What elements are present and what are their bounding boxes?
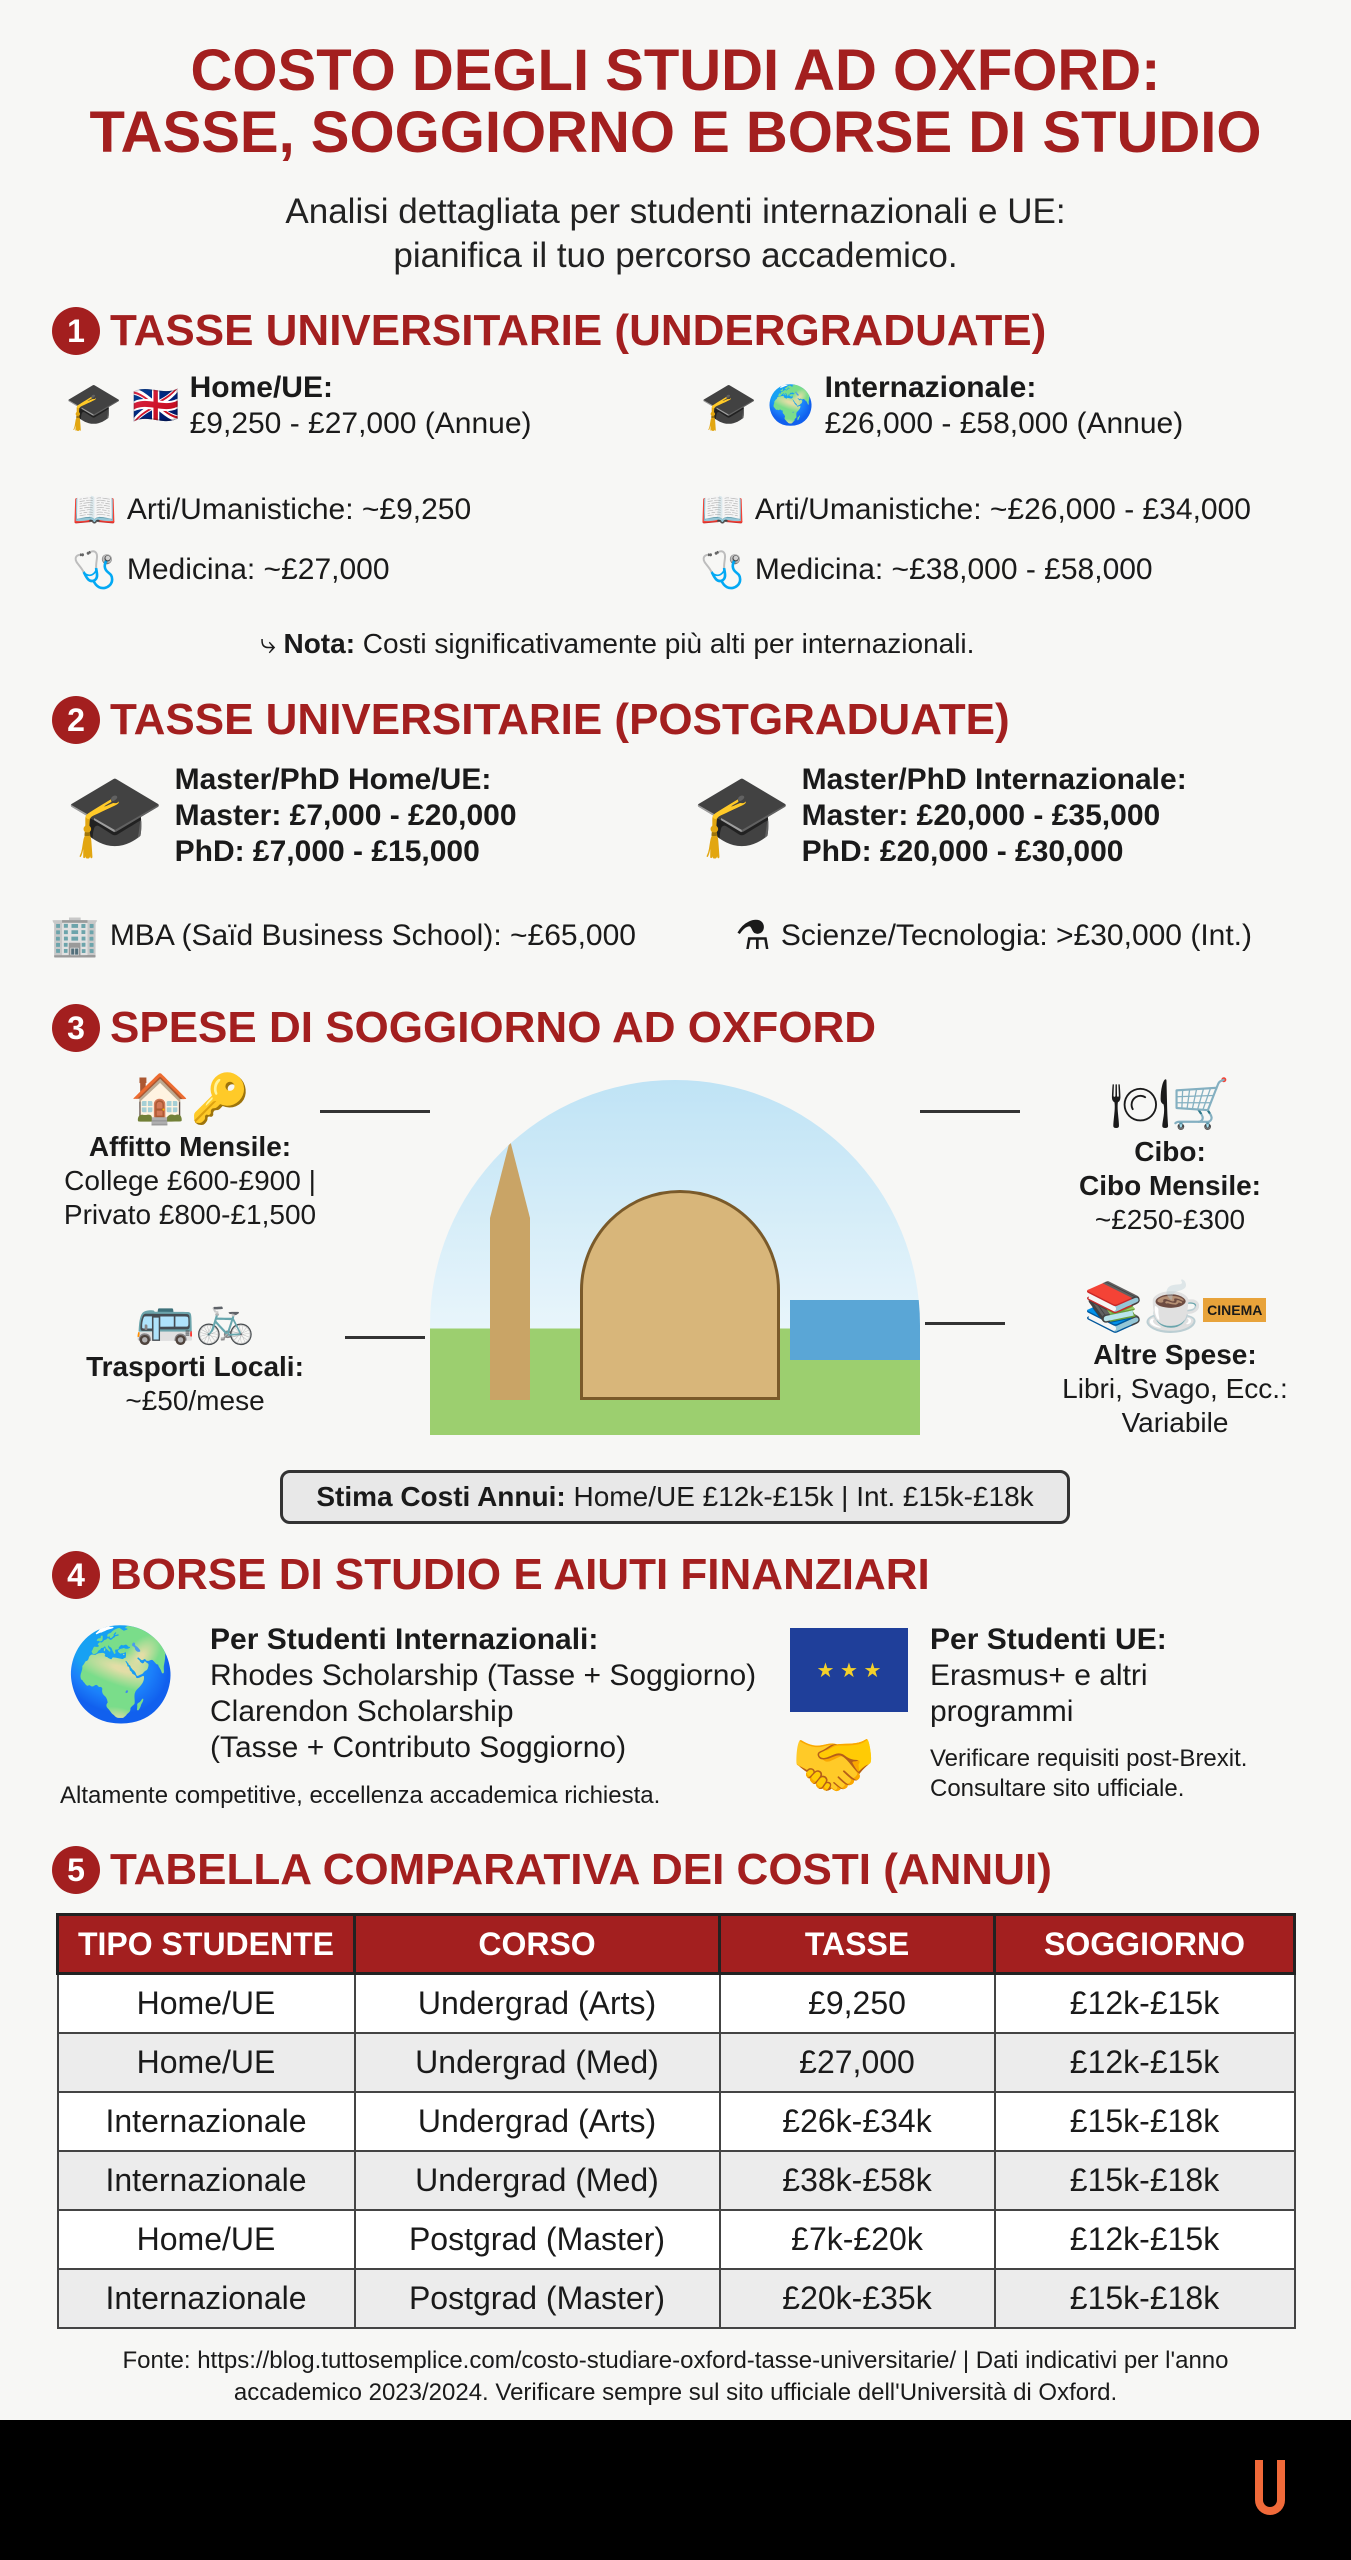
logo-icon <box>1255 2460 1285 2515</box>
table-cell: £20k-£35k <box>720 2269 995 2328</box>
table-cell: £26k-£34k <box>720 2092 995 2151</box>
table-row <box>58 2269 1295 2328</box>
subtitle <box>0 190 1351 278</box>
note-text: Costi significativamente più alti per internazionali. <box>362 628 975 659</box>
label: Trasporti Locali: <box>86 1351 304 1382</box>
item: (Tasse + Contributo Soggiorno) <box>210 1731 627 1764</box>
transport-block <box>50 1290 340 1418</box>
table-cell: Home/UE <box>58 1974 355 2033</box>
section-title: TASSE UNIVERSITARIE (POSTGRADUATE) <box>110 695 1010 744</box>
phd: PhD: £20,000 - £30,000 <box>801 835 1124 868</box>
value: ~£250-£300 <box>1094 1204 1246 1235</box>
table-cell: Postgrad (Master) <box>355 2269 720 2328</box>
graduate-student-icon: 🎓 <box>65 379 123 432</box>
label: Stima Costi Annui: <box>316 1481 566 1512</box>
column-header: SOGGIORNO <box>995 1915 1295 1974</box>
eu-flag-icon: ★ ★ ★ <box>790 1628 908 1712</box>
column-header: CORSO <box>355 1915 720 1974</box>
section-3-heading <box>52 1003 876 1053</box>
building-icon: 🏢 <box>50 914 100 958</box>
int-med: Medicina: ~£38,000 - £58,000 <box>754 553 1153 586</box>
table-cell: £12k-£15k <box>995 1974 1295 2033</box>
mba: MBA (Saïd Business School): ~£65,000 <box>109 919 636 952</box>
value: £26,000 - £58,000 (Annue) <box>824 407 1184 440</box>
footer-line: accademico 2023/2024. Verificare sempre sul sito ufficiale dell'Università di Oxford. <box>233 2379 1118 2406</box>
cinema-ticket: CINEMA <box>1203 1298 1266 1322</box>
other-expenses-block <box>1030 1278 1320 1440</box>
connector-line <box>920 1110 1020 1113</box>
note: Verificare requisiti post-Brexit. <box>930 1745 1248 1772</box>
label: Altre Spese: <box>1093 1339 1257 1370</box>
section-number: 4 <box>52 1551 100 1599</box>
subtitle-line-1: Analisi dettagliata per studenti internazionali e UE: <box>285 192 1066 231</box>
bottom-bar <box>0 2420 1351 2560</box>
section-number: 3 <box>52 1004 100 1052</box>
label: Home/UE: <box>189 371 333 404</box>
column-header: TASSE <box>720 1915 995 1974</box>
section-title: TASSE UNIVERSITARIE (UNDERGRADUATE) <box>110 306 1047 355</box>
value: College £600-£900 | <box>64 1165 316 1196</box>
table-cell: £12k-£15k <box>995 2210 1295 2269</box>
cost-comparison-table <box>56 1913 1296 2329</box>
note-label: Nota: <box>283 628 356 659</box>
label: Affitto Mensile: <box>88 1131 292 1162</box>
item: programmi <box>930 1695 1074 1728</box>
table-body <box>58 1974 1295 2328</box>
home-undergrad <box>65 370 532 442</box>
title-line-1: COSTO DEGLI STUDI AD OXFORD: <box>190 38 1161 103</box>
value: Libri, Svago, Ecc.: <box>1062 1373 1288 1404</box>
table-cell: Internazionale <box>58 2092 355 2151</box>
table-cell: Internazionale <box>58 2151 355 2210</box>
home-postgrad <box>65 762 517 870</box>
graduate-student-icon: 🎓 <box>700 379 758 432</box>
table-cell: Undergrad (Arts) <box>355 1974 720 2033</box>
stethoscope-icon: 🩺 <box>72 549 117 590</box>
plate-cart-icon: 🍽🛒 <box>1109 1078 1231 1131</box>
value: Home/UE £12k-£15k | Int. £15k-£18k <box>573 1481 1034 1512</box>
sub-label: Cibo Mensile: <box>1078 1170 1261 1201</box>
table-cell: £15k-£18k <box>995 2269 1295 2328</box>
label: Cibo: <box>1134 1136 1206 1167</box>
mortarboard-icon: 🎓 <box>65 771 165 860</box>
arrow-icon: ⤷ <box>260 628 284 659</box>
label: Internazionale: <box>824 371 1037 404</box>
home-arts: Arti/Umanistiche: ~£9,250 <box>126 493 472 526</box>
master: Master: £20,000 - £35,000 <box>801 799 1161 832</box>
master: Master: £7,000 - £20,000 <box>174 799 517 832</box>
label: Master/PhD Internazionale: <box>801 763 1187 796</box>
label: Master/PhD Home/UE: <box>174 763 492 796</box>
books-coffee-ticket-icon: 📚☕ CINEMA <box>1030 1278 1320 1338</box>
subtitle-line-2: pianifica il tuo percorso accademico. <box>393 236 958 275</box>
section-1-heading <box>52 306 1046 356</box>
section-5-heading <box>52 1845 1052 1895</box>
label: Per Studenti Internazionali: <box>210 1623 599 1656</box>
rent-block <box>40 1070 340 1232</box>
phd: PhD: £7,000 - £15,000 <box>174 835 480 868</box>
table-cell: £9,250 <box>720 1974 995 2033</box>
page-title <box>0 40 1351 164</box>
title-line-2: TASSE, SOGGIORNO E BORSE DI STUDIO <box>89 100 1262 165</box>
connector-line <box>345 1336 425 1339</box>
table-row <box>58 2151 1295 2210</box>
item: Erasmus+ e altri <box>930 1659 1148 1692</box>
table-cell: Undergrad (Med) <box>355 2033 720 2092</box>
home-med: Medicina: ~£27,000 <box>126 553 390 586</box>
table-row <box>58 2092 1295 2151</box>
table-cell: £15k-£18k <box>995 2092 1295 2151</box>
value: Variabile <box>1121 1407 1229 1438</box>
item: Clarendon Scholarship <box>210 1695 514 1728</box>
annual-estimate-box <box>280 1470 1070 1524</box>
table-cell: £15k-£18k <box>995 2151 1295 2210</box>
value: £9,250 - £27,000 (Annue) <box>189 407 532 440</box>
label: Per Studenti UE: <box>930 1623 1167 1656</box>
int-scholarships <box>210 1622 756 1766</box>
stethoscope-icon: 🩺 <box>700 549 745 590</box>
item: Rhodes Scholarship (Tasse + Soggiorno) <box>210 1659 757 1692</box>
source-footer <box>40 2345 1311 2409</box>
int-note: Altamente competitive, eccellenza accademica richiesta. <box>60 1782 661 1809</box>
section-number: 1 <box>52 307 100 355</box>
section-4-heading <box>52 1550 930 1600</box>
section-number: 5 <box>52 1846 100 1894</box>
int-arts: Arti/Umanistiche: ~£26,000 - £34,000 <box>754 493 1251 526</box>
handshake-icon: 🤝 <box>790 1726 878 1804</box>
table-row <box>58 2033 1295 2092</box>
eu-scholarships <box>930 1622 1247 1804</box>
connector-line <box>925 1322 1005 1325</box>
book-icon: 📖 <box>72 489 117 530</box>
bus-bike-icon: 🚌🚲 <box>135 1293 255 1346</box>
note: Consultare sito ufficiale. <box>930 1775 1185 1802</box>
house-keys-icon: 🏠🔑 <box>130 1073 250 1126</box>
table-cell: Postgrad (Master) <box>355 2210 720 2269</box>
table-cell: £27,000 <box>720 2033 995 2092</box>
note <box>260 626 974 662</box>
table-cell: £12k-£15k <box>995 2033 1295 2092</box>
mortarboard-globe-icon: 🎓 <box>692 771 792 860</box>
science: Scienze/Tecnologia: >£30,000 (Int.) <box>780 919 1252 952</box>
table-row <box>58 2210 1295 2269</box>
food-block <box>1030 1075 1310 1237</box>
table-cell: £38k-£58k <box>720 2151 995 2210</box>
int-undergrad <box>700 370 1183 442</box>
column-header: TIPO STUDENTE <box>58 1915 355 1974</box>
globe-icon: 🌍 <box>767 385 815 427</box>
section-2-heading <box>52 695 1010 745</box>
table-row <box>58 1974 1295 2033</box>
oxford-radcliffe-camera-illustration <box>430 1080 920 1435</box>
table-cell: Home/UE <box>58 2210 355 2269</box>
flask-icon: ⚗ <box>735 914 771 958</box>
table-cell: Undergrad (Med) <box>355 2151 720 2210</box>
int-postgrad <box>692 762 1187 870</box>
globe-icon: 🌍 <box>65 1625 178 1725</box>
section-title: TABELLA COMPARATIVA DEI COSTI (ANNUI) <box>110 1845 1052 1894</box>
footer-line: Fonte: https://blog.tuttosemplice.com/costo-studiare-oxford-tasse-universitarie/ | Dati indicativi per l'anno <box>122 2347 1229 2374</box>
table-cell: Home/UE <box>58 2033 355 2092</box>
section-title: BORSE DI STUDIO E AIUTI FINANZIARI <box>110 1550 930 1599</box>
section-title: SPESE DI SOGGIORNO AD OXFORD <box>110 1003 877 1052</box>
table-cell: Internazionale <box>58 2269 355 2328</box>
table-header-row <box>58 1915 1295 1974</box>
value: ~£50/mese <box>125 1385 265 1416</box>
uk-flag-icon: 🇬🇧 <box>132 385 180 427</box>
table-cell: Undergrad (Arts) <box>355 2092 720 2151</box>
section-number: 2 <box>52 696 100 744</box>
book-icon: 📖 <box>700 489 745 530</box>
table-cell: £7k-£20k <box>720 2210 995 2269</box>
value: Privato £800-£1,500 <box>63 1199 317 1230</box>
